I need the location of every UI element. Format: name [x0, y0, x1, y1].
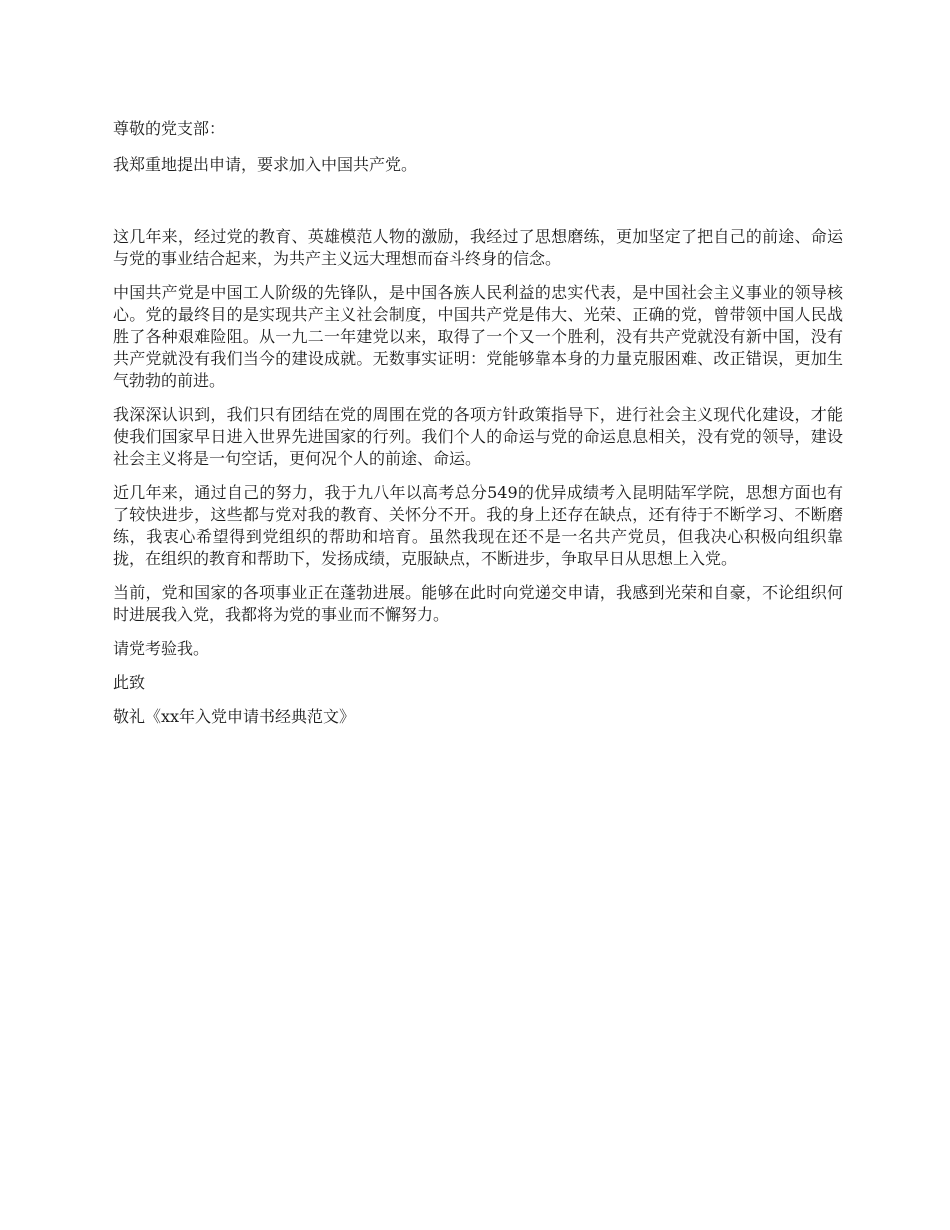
closing-request: 请党考验我。 [113, 639, 210, 658]
sign-off: 敬礼《xx年入党申请书经典范文》 [113, 707, 356, 726]
paragraph-3: 我深深认识到，我们只有团结在党的周围在党的各项方针政策指导下，进行社会主义现代化建设，才能使我们国家早日进入世界先进国家的行列。我们个人的命运与党的命运息息相关，没有党的领导，建设社会主义将是一句空话，更何况个人的前途、命运。 [113, 405, 843, 468]
paragraph-4: 近几年来，通过自己的努力，我于九八年以高考总分549的优异成绩考入昆明陆军学院，思想方面也有了较快进步，这些都与党对我的教育、关怀分不开。我的身上还存在缺点，还有待于不断学习、不断磨练，我衷心希望得到党组织的帮助和培育。虽然我现在还不是一名共产党员，但我决心积极向组织靠拢，在组织的教育和帮助下，发扬成绩，克服缺点，不断进步，争取早日从思想上入党。 [113, 483, 843, 568]
letter-body [113, 118, 843, 728]
paragraph-5: 当前，党和国家的各项事业正在蓬勃进展。能够在此时向党递交申请，我感到光荣和自豪，不论组织何时进展我入党，我都将为党的事业而不懈努力。 [113, 583, 843, 624]
closing: 此致 [113, 673, 146, 692]
opening-line: 我郑重地提出申请，要求加入中国共产党。 [113, 155, 418, 174]
paragraph-2: 中国共产党是中国工人阶级的先锋队，是中国各族人民利益的忠实代表，是中国社会主义事业的领导核心。党的最终目的是实现共产主义社会制度，中国共产党是伟大、光荣、正确的党，曾带领中国人民战胜了各种艰难险阻。从一九二一年建党以来，取得了一个又一个胜利，没有共产党就没有新中国，没有共产党就没有我们当今的建设成就。无数事实证明：党能够靠本身的力量克服困难、改正错误，更加生气勃勃的前进。 [113, 283, 843, 390]
paragraph-1: 这几年来，经过党的教育、英雄模范人物的激励，我经过了思想磨练，更加坚定了把自己的前途、命运与党的事业结合起来，为共产主义远大理想而奋斗终身的信念。 [113, 227, 843, 268]
salutation: 尊敬的党支部： [113, 119, 226, 138]
